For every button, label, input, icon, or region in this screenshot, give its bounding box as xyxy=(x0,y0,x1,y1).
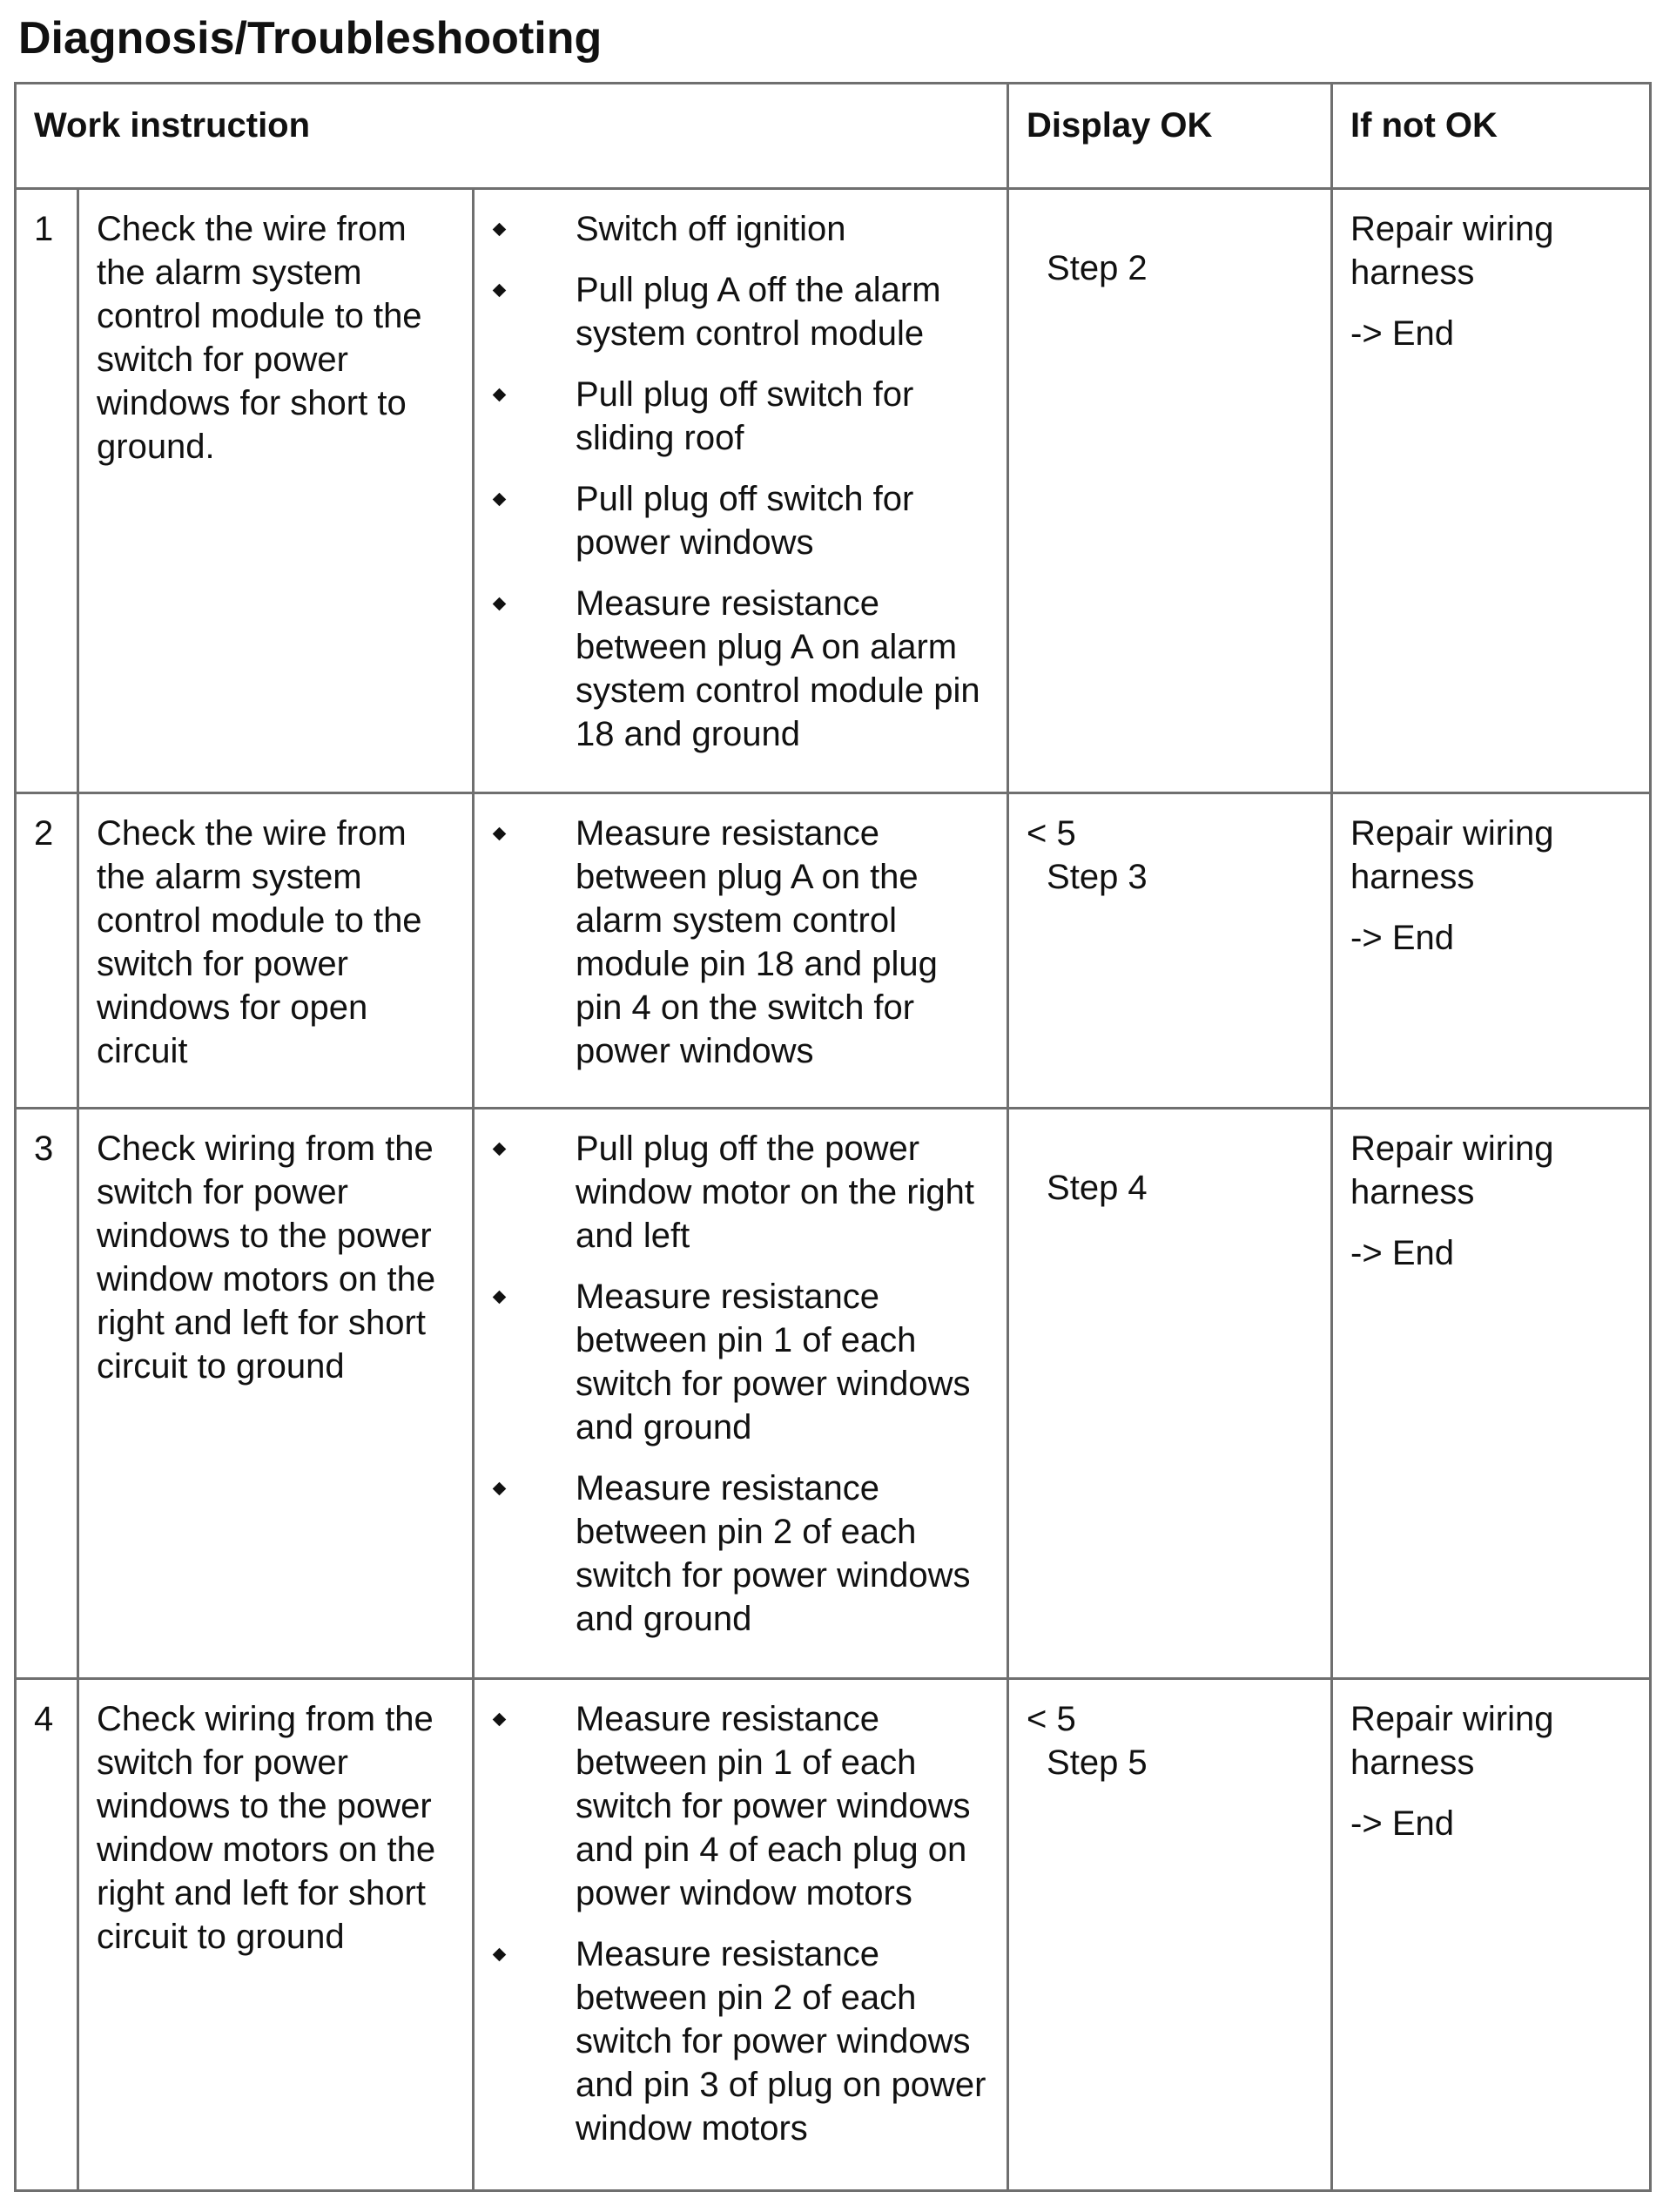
step-number: 4 xyxy=(16,1679,78,2191)
action-list-item xyxy=(475,207,993,251)
display-ok-cell xyxy=(1008,1109,1332,1679)
diamond-bullet-icon xyxy=(493,597,507,611)
step-instruction: Check wiring from the switch for power windows to the power window motors on the right and left for short circuit to ground xyxy=(78,1109,474,1679)
action-list-item xyxy=(475,1467,993,1641)
step-number: 3 xyxy=(16,1109,78,1679)
display-ok-next-step: Step 2 xyxy=(1047,249,1148,287)
page-title: Diagnosis/Troubleshooting xyxy=(18,13,603,64)
troubleshooting-table xyxy=(14,82,1652,2192)
header-if-not-ok: If not OK xyxy=(1332,84,1651,189)
table-row xyxy=(16,1679,1651,2191)
if-not-ok-end: -> End xyxy=(1350,1804,1454,1843)
display-ok-cell xyxy=(1008,1679,1332,2191)
display-ok-cell xyxy=(1008,189,1332,793)
if-not-ok-cell xyxy=(1332,1679,1651,2191)
action-text: Pull plug off switch for power windows xyxy=(576,480,914,562)
diamond-bullet-icon xyxy=(493,1713,507,1727)
if-not-ok-end: -> End xyxy=(1350,919,1454,957)
display-ok-value: < 5 xyxy=(1027,1700,1076,1738)
display-ok-value: < 5 xyxy=(1027,814,1076,853)
display-ok-next-step: Step 5 xyxy=(1047,1743,1148,1782)
header-display-ok: Display OK xyxy=(1008,84,1332,189)
diamond-bullet-icon xyxy=(493,827,507,841)
if-not-ok-action: Repair wiring harness xyxy=(1350,1130,1554,1211)
if-not-ok-cell xyxy=(1332,1109,1651,1679)
action-text: Pull plug off the power window motor on the right and left xyxy=(576,1130,975,1255)
step-actions xyxy=(474,793,1008,1109)
action-list-item xyxy=(475,268,993,355)
step-actions xyxy=(474,189,1008,793)
step-number: 2 xyxy=(16,793,78,1109)
step-instruction: Check the wire from the alarm system control module to the switch for power windows for short to ground. xyxy=(78,189,474,793)
if-not-ok-action: Repair wiring harness xyxy=(1350,1700,1554,1782)
display-ok-next-step: Step 4 xyxy=(1047,1169,1148,1207)
action-list xyxy=(475,1697,993,2150)
step-number: 1 xyxy=(16,189,78,793)
step-actions xyxy=(474,1679,1008,2191)
step-actions xyxy=(474,1109,1008,1679)
table-row xyxy=(16,1109,1651,1679)
action-list-item xyxy=(475,582,993,756)
action-list-item xyxy=(475,1127,993,1258)
action-text: Pull plug off switch for sliding roof xyxy=(576,375,914,457)
diamond-bullet-icon xyxy=(493,1482,507,1496)
action-text: Pull plug A off the alarm system control module xyxy=(576,271,941,353)
diamond-bullet-icon xyxy=(493,1143,507,1157)
if-not-ok-action: Repair wiring harness xyxy=(1350,210,1554,292)
action-list-item xyxy=(475,1932,993,2150)
action-list-item xyxy=(475,373,993,460)
action-text: Measure resistance between plug A on alarm system control module pin 18 and ground xyxy=(576,584,980,753)
action-text: Measure resistance between pin 1 of each switch for power windows and pin 4 of each plug on power window motors xyxy=(576,1700,971,1912)
action-text: Measure resistance between pin 1 of each switch for power windows and ground xyxy=(576,1278,971,1447)
action-list xyxy=(475,812,993,1073)
action-text: Measure resistance between pin 2 of each switch for power windows and pin 3 of plug on power window motors xyxy=(576,1935,986,2148)
header-work-instruction: Work instruction xyxy=(16,84,1008,189)
action-text: Measure resistance between pin 2 of each switch for power windows and ground xyxy=(576,1469,971,1638)
diamond-bullet-icon xyxy=(493,284,507,298)
table-row xyxy=(16,189,1651,793)
if-not-ok-cell xyxy=(1332,793,1651,1109)
action-list-item xyxy=(475,1697,993,1915)
diamond-bullet-icon xyxy=(493,388,507,402)
if-not-ok-cell xyxy=(1332,189,1651,793)
if-not-ok-end: -> End xyxy=(1350,1234,1454,1272)
action-list-item xyxy=(475,1275,993,1449)
if-not-ok-action: Repair wiring harness xyxy=(1350,814,1554,896)
action-list xyxy=(475,1127,993,1641)
action-text: Measure resistance between plug A on the alarm system control module pin 18 and plug pin 4 on the switch for power windows xyxy=(576,814,938,1070)
display-ok-cell xyxy=(1008,793,1332,1109)
if-not-ok-end: -> End xyxy=(1350,314,1454,353)
diamond-bullet-icon xyxy=(493,493,507,507)
display-ok-next-step: Step 3 xyxy=(1047,858,1148,896)
table-body xyxy=(16,189,1651,2191)
table-row xyxy=(16,793,1651,1109)
table-header-row xyxy=(16,84,1651,189)
step-instruction: Check wiring from the switch for power windows to the power window motors on the right and left for short circuit to ground xyxy=(78,1679,474,2191)
diamond-bullet-icon xyxy=(493,223,507,237)
diamond-bullet-icon xyxy=(493,1948,507,1962)
diamond-bullet-icon xyxy=(493,1291,507,1305)
step-instruction: Check the wire from the alarm system control module to the switch for power windows for open circuit xyxy=(78,793,474,1109)
action-list-item xyxy=(475,812,993,1073)
action-list-item xyxy=(475,477,993,564)
action-list xyxy=(475,207,993,756)
action-text: Switch off ignition xyxy=(576,210,846,248)
